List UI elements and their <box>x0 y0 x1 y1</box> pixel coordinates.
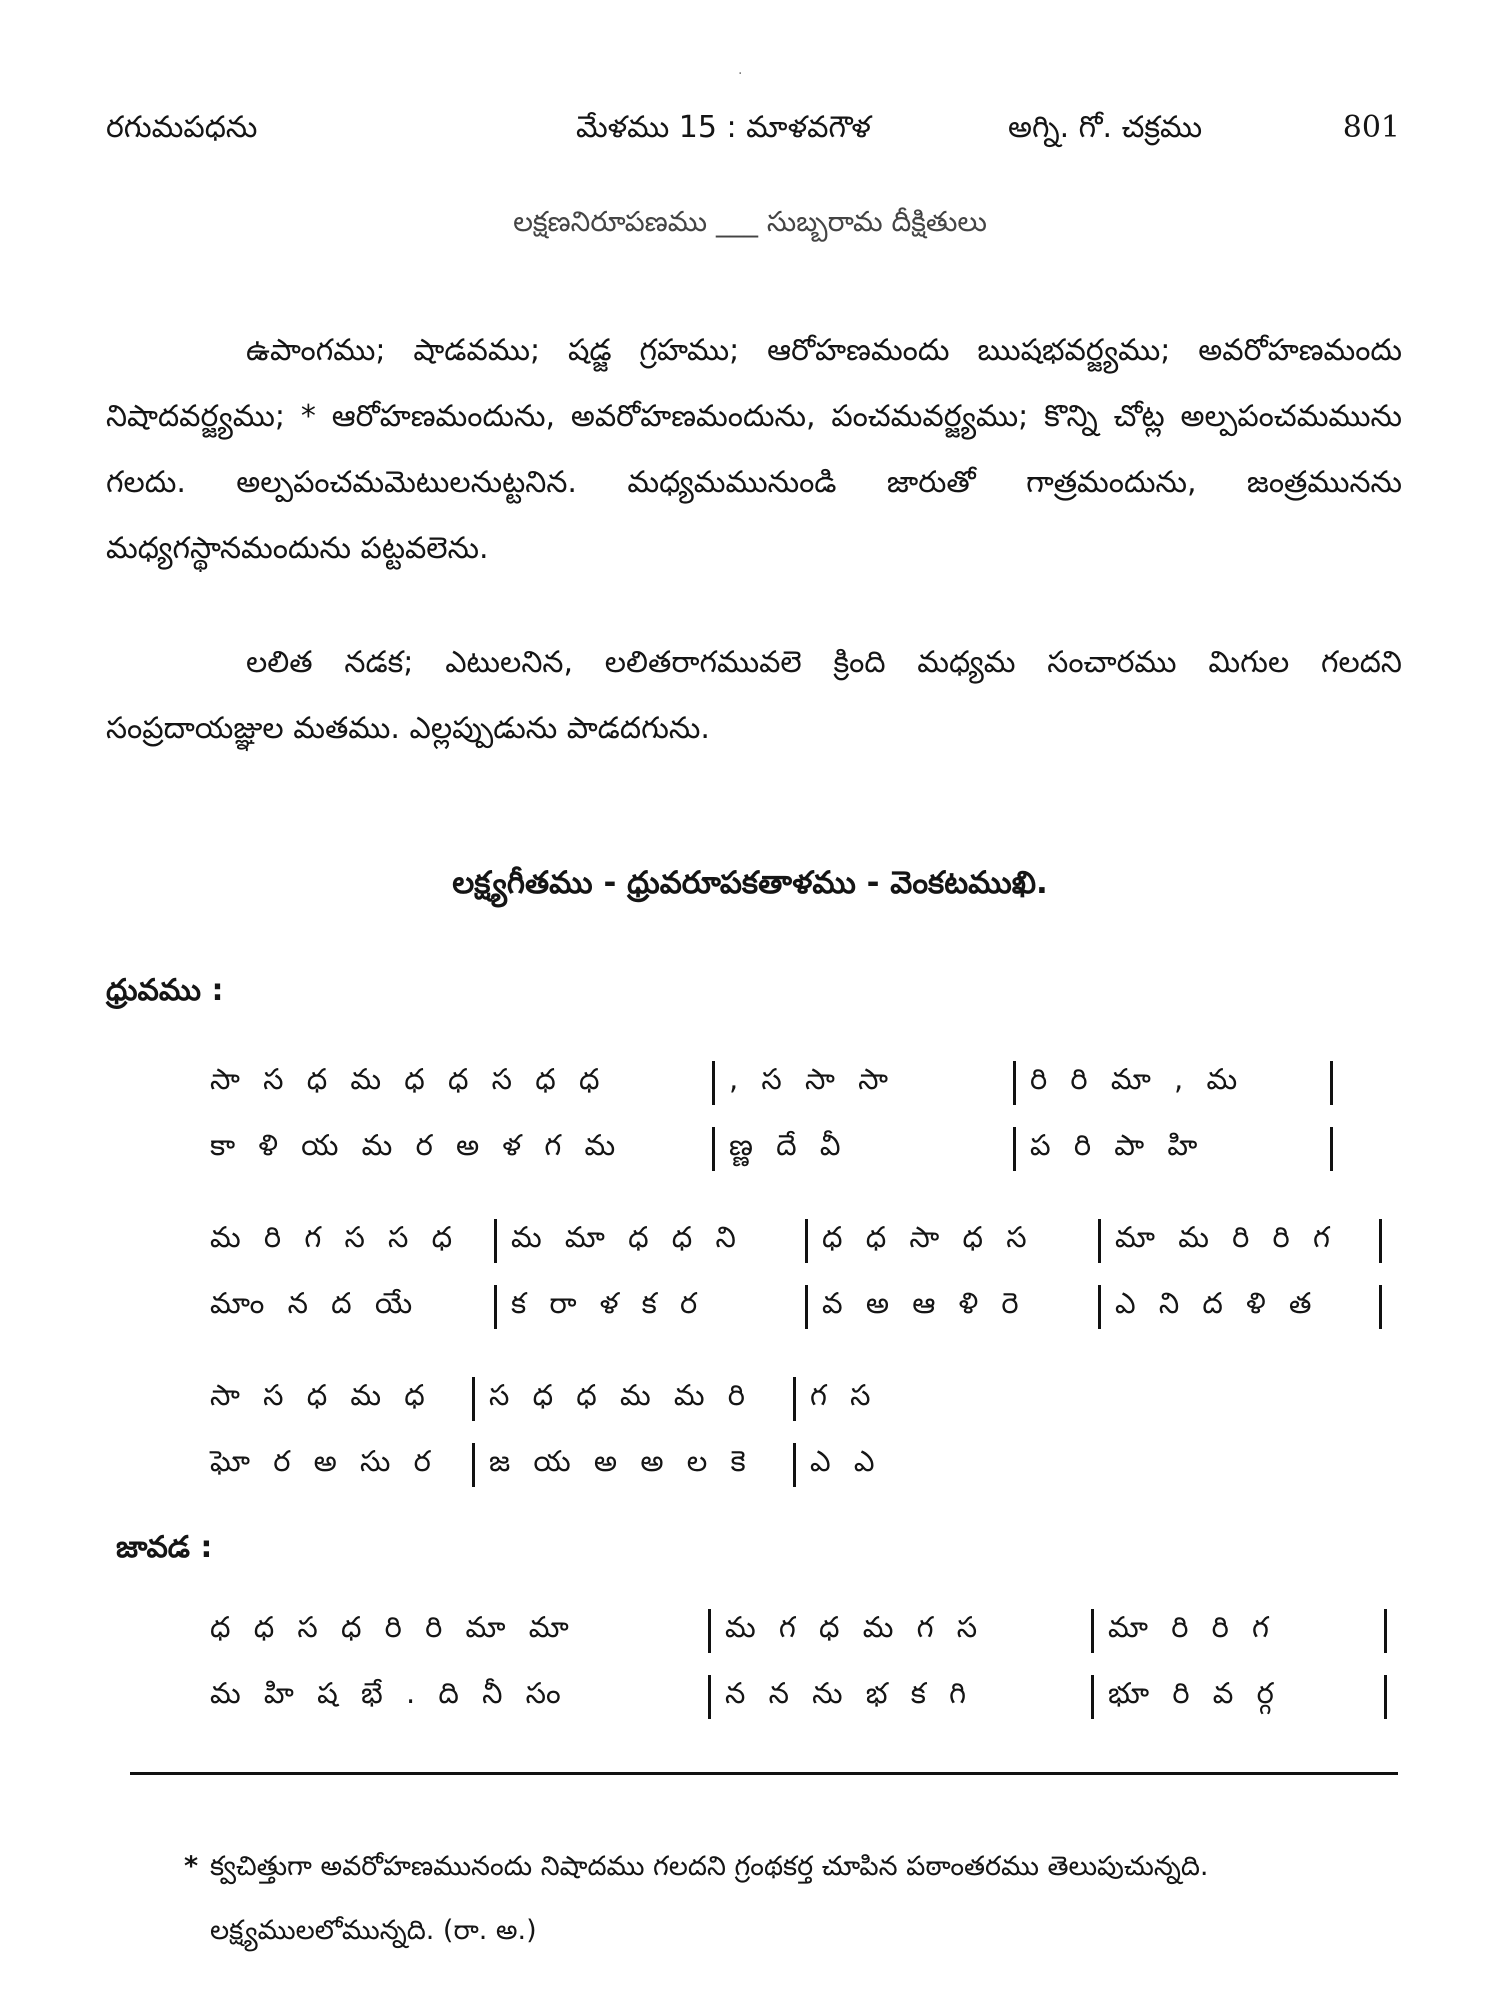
sahitya-segment: ప రి పా హి <box>1030 1128 1205 1162</box>
swara-row <box>210 1366 1382 1432</box>
swara-segment: ధ ధ సా ధ స <box>822 1220 1034 1254</box>
header-chakra: అగ్ని. గో. చక్రము <box>1008 110 1203 145</box>
top-speck: · <box>738 66 743 82</box>
swara-segment: మా మ రి రి గ <box>1115 1220 1337 1254</box>
paragraph-text: లలిత నడక; ఎటులనిన, లలితరాగమువలె క్రింది మధ్యమ సంచారము మిగుల గలదని సంప్రదాయజ్ఞుల మతము. ఎల్లప్పుడును పాడదగును. <box>106 645 1402 746</box>
sahitya-row <box>210 1116 1382 1182</box>
dhruva-notation <box>210 1050 1382 1498</box>
swara-segment: స ధ ధ మ మ రి <box>489 1378 752 1412</box>
swara-segment: మ గ ధ మ గ స <box>725 1610 985 1644</box>
sahitya-segment: వ అ ఆ ళి రె <box>822 1286 1026 1320</box>
swara-segment: ధ ధ స ధ రి రి మా మా <box>210 1610 576 1644</box>
paragraph-text: ఉపాంగము; షాడవము; షడ్జ గ్రహము; ఆరోహణమందు ఋషభవర్జ్యము; అవరోహణమందు నిషాదవర్జ్యము; * ఆరోహణమందును, అవరోహణమందును, పంచమవర్జ్యము; కొన్ని చోట్ల అల్పపంచమమును గలదు. అల్పపంచమమెటులనుట్టనిన. మధ్యమమునుండి జారుతో గాత్రమందును, జంత్రమునను మధ్యగస్థానమందును పట్టవలెను. <box>106 333 1402 566</box>
tala-bar <box>1384 1675 1387 1719</box>
swara-segment: మ రి గ స స ధ <box>210 1220 460 1254</box>
header-raga-scale: రగుమపధను <box>106 110 258 145</box>
nadaka-paragraph <box>106 630 1402 762</box>
swara-segment: సా స ధ మ ధ ధ స ధ ధ <box>210 1062 607 1096</box>
page-number: 801 <box>1342 110 1400 145</box>
sahitya-row <box>210 1664 1387 1730</box>
jada-label: జావడ : <box>116 1530 213 1565</box>
description-paragraph <box>106 318 1402 582</box>
sahitya-segment: ణ్ణ దే వీ <box>729 1128 848 1162</box>
sahitya-row <box>210 1432 1382 1498</box>
sahitya-segment: జ య అ అ ల కె <box>489 1444 753 1478</box>
sahitya-segment: క రా ళ క ర <box>511 1286 705 1320</box>
swara-row <box>210 1208 1382 1274</box>
footnote-marker: * <box>184 1851 199 1882</box>
header-mela: మేళము 15 : మాళవగౌళ <box>576 110 871 145</box>
footnote-divider <box>130 1772 1398 1775</box>
swara-row <box>210 1050 1382 1116</box>
lakshana-heading: లక్షణనిరూపణము ___ సుబ్బరామ దీక్షితులు <box>513 205 987 238</box>
tala-bar <box>1330 1127 1333 1171</box>
sahitya-segment: మాం న ద యే <box>210 1286 420 1320</box>
sahitya-segment: మ హి ష భే . ది నీ సం <box>210 1676 568 1710</box>
swara-segment: రి రి మా , మ <box>1030 1062 1245 1096</box>
sahitya-segment: ఎ ని ద ళి త <box>1115 1286 1319 1320</box>
sahitya-segment: కా ళి య మ ర అ ళ గ మ <box>210 1128 623 1162</box>
running-header <box>106 110 1400 150</box>
swara-segment: గ స <box>810 1378 878 1412</box>
sahitya-segment: భూ రి వ ర్గ <box>1108 1676 1281 1710</box>
swara-row <box>210 1598 1387 1664</box>
sahitya-segment: ఎ ఎ <box>810 1444 882 1478</box>
swara-segment: , స సా సా <box>729 1062 896 1096</box>
swara-segment: సా స ధ మ ధ <box>210 1378 432 1412</box>
tala-bar <box>1384 1609 1387 1653</box>
tala-bar <box>1330 1061 1333 1105</box>
swara-segment: మ మా ధ ధ ని <box>511 1220 743 1254</box>
lakshya-geetham-heading: లక్ష్యగీతము - ధ్రువరూపకతాళము - వెంకటముఖి. <box>452 865 1048 901</box>
footnote-text: క్వచిత్తుగా అవరోహణమునందు నిషాదము గలదని గ్రంథకర్త చూపిన పఠాంతరము తెలుపుచున్నది. లక్ష్యములలోమున్నది. (రా. అ.) <box>210 1851 1209 1946</box>
swara-segment: మా రి రి గ <box>1108 1610 1276 1644</box>
sahitya-row <box>210 1274 1382 1340</box>
tala-bar <box>1379 1219 1382 1263</box>
jada-notation <box>210 1598 1387 1730</box>
sahitya-segment: ఘో ర అ సు ర <box>210 1444 438 1478</box>
sahitya-segment: న న ను భ క గి <box>725 1676 973 1710</box>
dhruva-label: ధ్రువము : <box>106 973 224 1008</box>
footnote <box>184 1835 1400 1963</box>
tala-bar <box>1379 1285 1382 1329</box>
